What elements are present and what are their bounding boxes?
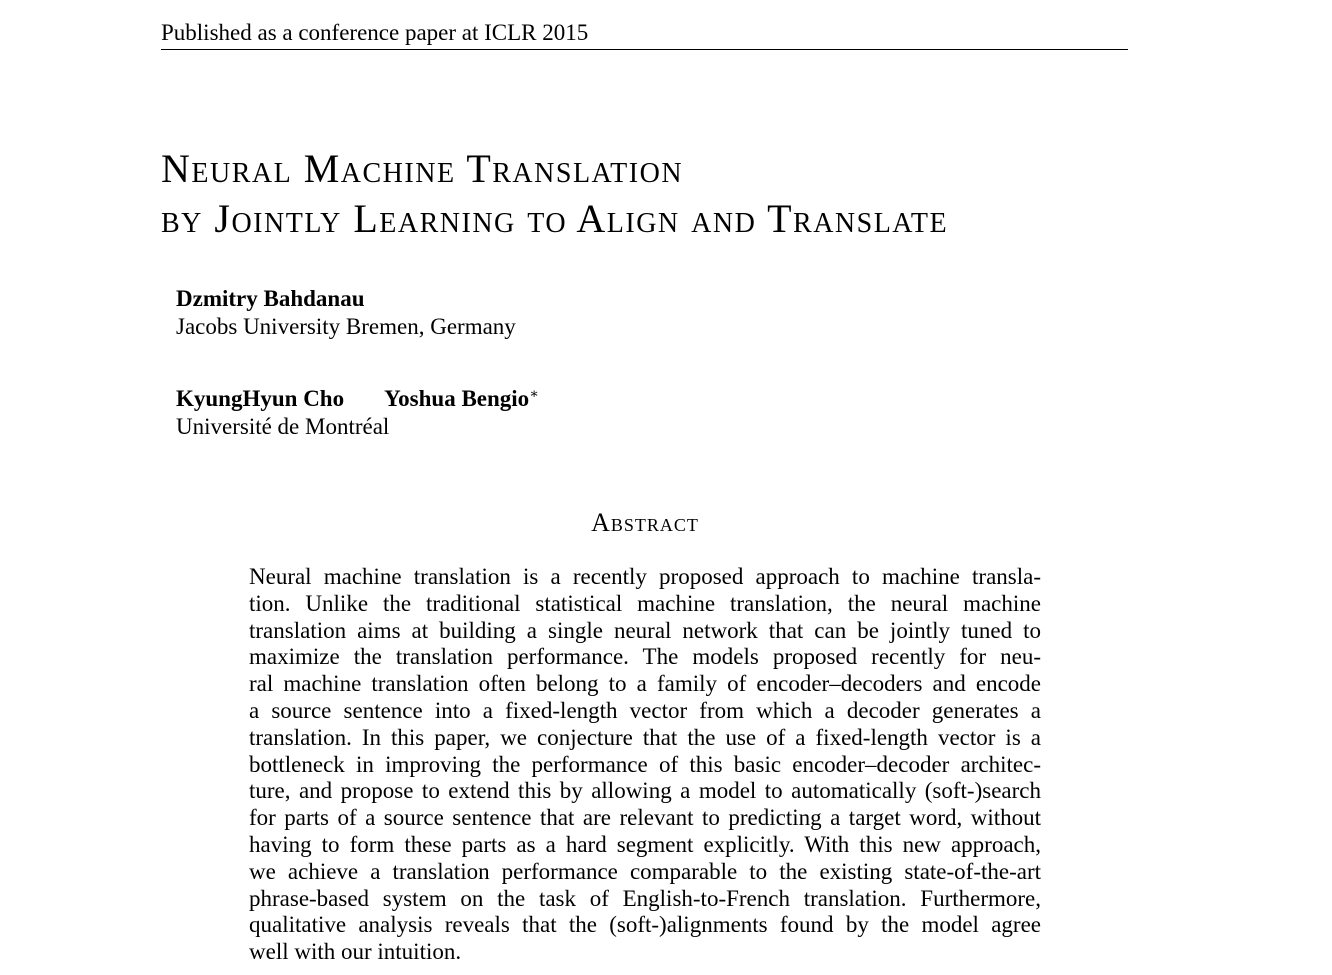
abstract-line: qualitative analysis reveals that the (soft-)alignments found by the model agree — [249, 912, 1041, 938]
abstract-line: for parts of a source sentence that are relevant to predicting a target word, without — [249, 805, 1041, 831]
abstract-line: ral machine translation often belong to a family of encoder–decoders and encode — [249, 671, 1041, 697]
abstract-line: Neural machine translation is a recently proposed approach to machine transla- — [249, 564, 1041, 589]
abstract-line: having to form these parts as a hard segment explicitly. With this new approach, — [249, 831, 1041, 857]
author-name-text: Yoshua Bengio — [384, 386, 530, 411]
author-row — [176, 381, 539, 413]
abstract-line: well with our intuition. — [249, 939, 462, 965]
author-name: Dzmitry Bahdanau — [176, 286, 365, 311]
abstract-heading: Abstract — [591, 508, 699, 537]
abstract-line: ture, and propose to extend this by allowing a model to automatically (soft-)search — [249, 778, 1041, 804]
header-text: Published as a conference paper at ICLR 2015 — [161, 20, 589, 45]
abstract-line: maximize the translation performance. The models proposed recently for neu- — [249, 644, 1041, 670]
author-block-2 — [176, 381, 539, 441]
author-name — [384, 386, 539, 411]
footnote-mark: ∗ — [529, 387, 539, 402]
author-affiliation: Université de Montréal — [176, 414, 390, 439]
page-header — [161, 18, 1128, 50]
abstract-line: translation. In this paper, we conjecture that the use of a fixed-length vector is a — [249, 724, 1041, 750]
title-line-2: by Jointly Learning to Align and Translate — [161, 196, 949, 241]
abstract-line: we achieve a translation performance comparable to the existing state-of-the-art — [249, 858, 1041, 884]
abstract-body — [249, 564, 1041, 966]
author-block-1 — [176, 285, 516, 341]
abstract-line: a source sentence into a fixed-length vector from which a decoder generates a — [249, 697, 1041, 723]
author-affiliation: Jacobs University Bremen, Germany — [176, 314, 516, 339]
abstract-line: phrase-based system on the task of English-to-French translation. Furthermore, — [249, 885, 1041, 911]
paper-title — [161, 144, 1161, 244]
abstract-line: tion. Unlike the traditional statistical machine translation, the neural machine — [249, 590, 1041, 616]
title-line-1: Neural Machine Translation — [161, 146, 684, 191]
author-name: KyungHyun Cho — [176, 386, 345, 411]
abstract-line: translation aims at building a single neural network that can be jointly tuned to — [249, 617, 1041, 643]
abstract-line: bottleneck in improving the performance of this basic encoder–decoder architec- — [249, 751, 1041, 777]
